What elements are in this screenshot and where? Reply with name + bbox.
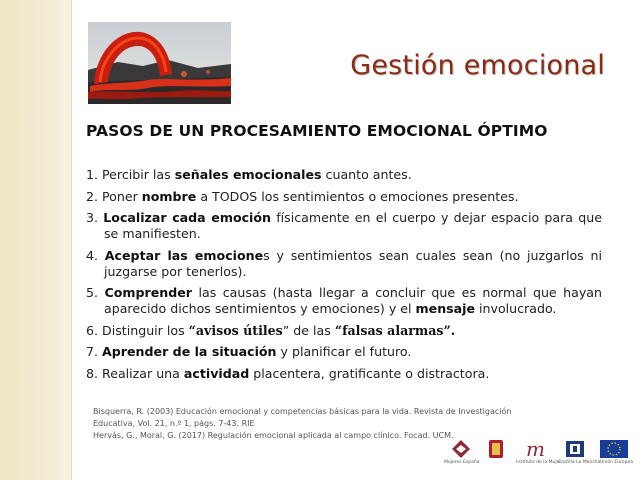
ministry-crest-logo (486, 438, 506, 464)
mujeres-espana-caption: Mujeres España (444, 460, 480, 465)
step-item: 1. Percibir las señales emocionales cuanto antes. (86, 167, 412, 182)
step-item: 8. Realizar una actividad placentera, gratificante o distractora. (86, 365, 490, 381)
reference-item: Hervás, G., Moral, G. (2017) Regulación emocional aplicada al campo clínico. Focad. UCM. (93, 431, 454, 440)
left-decorative-band (0, 0, 72, 480)
step-item: 3. Localizar cada emoción físicamente en el cuerpo y dejar espacio para que se manifiesten. (86, 210, 602, 241)
reference-item: Bisquerra, R. (2003) Educación emocional y competencias básicas para la vida. Revista de Investigación Educativa, Vol. 21, n.º 1, págs. 7-43. RIE (93, 407, 512, 428)
eu-caption: Unión Europea (600, 460, 634, 465)
instituto-mujer-caption: Instituto de la Mujer (516, 460, 562, 465)
references (93, 406, 513, 442)
steps-list (86, 167, 602, 387)
castilla-caption: Castilla-La Mancha (558, 460, 601, 465)
step-item: 6. Distinguir los “avisos útiles” de las “falsas alarmas”. (86, 322, 456, 338)
step-item: 2. Poner nombre a TODOS los sentimientos o emociones presentes. (86, 188, 519, 204)
svg-text:m: m (526, 438, 545, 461)
section-heading: PASOS DE UN PROCESAMIENTO EMOCIONAL ÓPTIMO (86, 122, 548, 140)
slide-title: Gestión emocional (350, 50, 605, 81)
step-item: 4. Aceptar las emociones y sentimientos sean cuales sean (no juzgarlos ni juzgarse por tenerlos). (86, 247, 602, 279)
volcano-image (88, 22, 231, 104)
step-item: 5. Comprender las causas (hasta llegar a concluir que es normal que hayan aparecido dichos sentimientos y emociones) y el mensaje involucrado. (86, 285, 602, 316)
step-item: 7. Aprender de la situación y planificar el futuro. (86, 344, 412, 359)
sponsor-logos (446, 438, 632, 472)
